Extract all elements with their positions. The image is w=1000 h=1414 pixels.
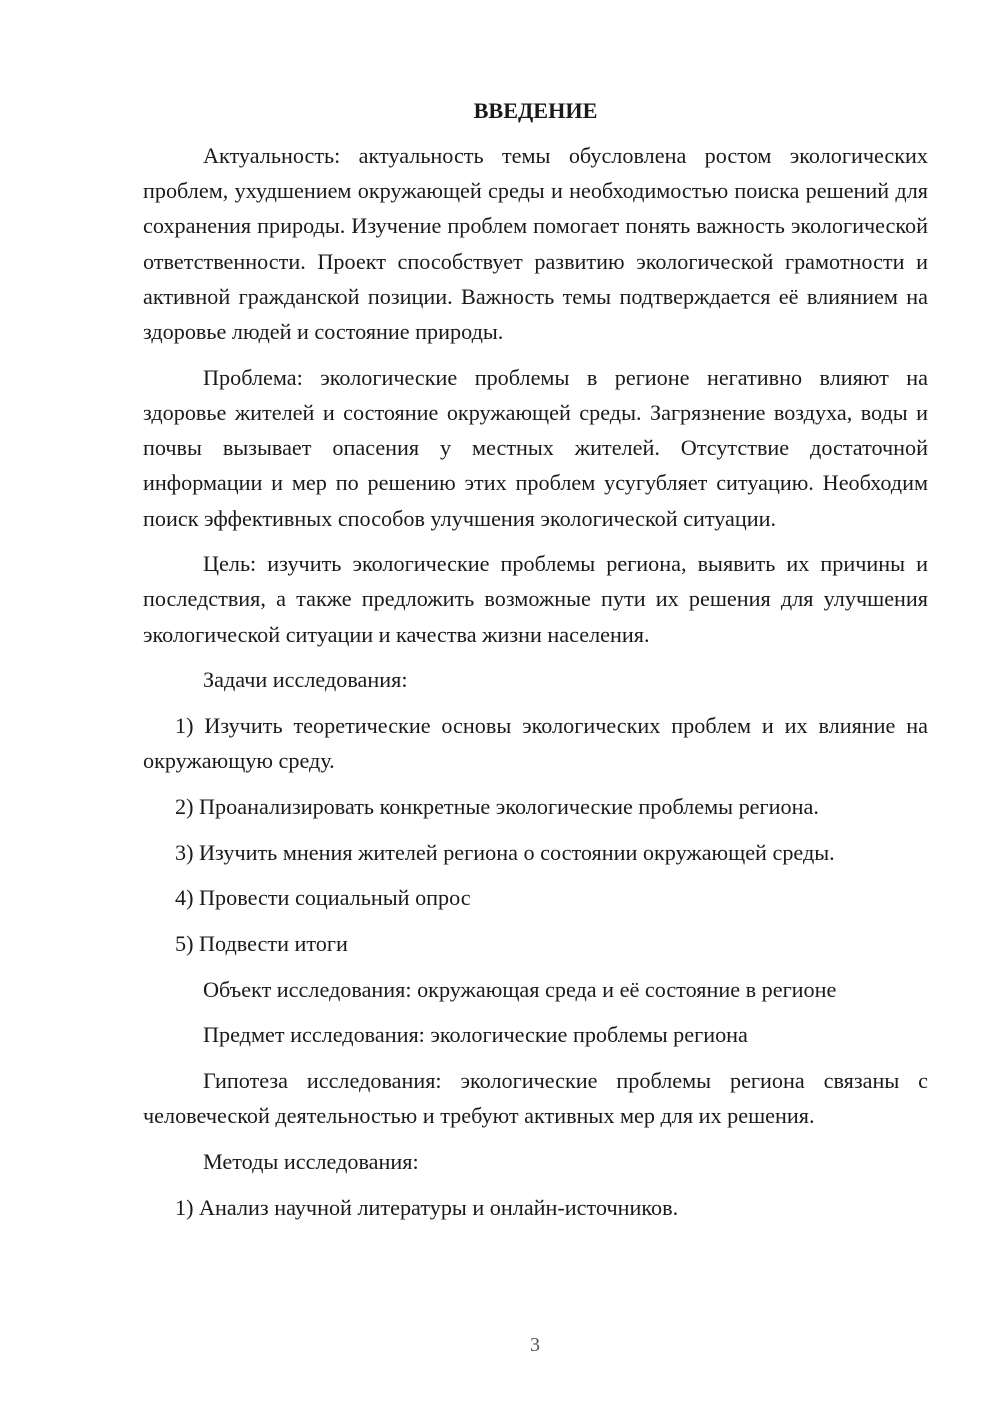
subject-paragraph: Предмет исследования: экологические проблемы региона (203, 1022, 748, 1048)
problem-paragraph: Проблема: экологические проблемы в регионе негативно влияют на здоровье жителей и состояние окружающей среды. Загрязнение воздуха, воды и почвы вызывает опасения у местных жителей. Отсутствие достаточной информации и мер по решению этих проблем усугубляет ситуацию. Необходим поиск эффективных способов улучшения экологической ситуации. (143, 364, 928, 531)
task-item: 3) Изучить мнения жителей региона о состоянии окружающей среды. (175, 839, 835, 865)
page-number: 3 (530, 1334, 540, 1356)
hypothesis-paragraph: Гипотеза исследования: экологические проблемы региона связаны с человеческой деятельностью и требуют активных мер для их решения. (143, 1068, 928, 1129)
task-item: 1) Изучить теоретические основы экологических проблем и их влияние на окружающую среду. (143, 713, 928, 774)
method-item: 1) Анализ научной литературы и онлайн-источников. (175, 1194, 679, 1220)
actuality-paragraph: Актуальность: актуальность темы обусловлена ростом экологических проблем, ухудшением окружающей среды и необходимостью поиска решений для сохранения природы. Изучение проблем помогает понять важность экологической ответственности. Проект способствует развитию экологической грамотности и активной гражданской позиции. Важность темы подтверждается её влиянием на здоровье людей и состояние природы. (143, 143, 928, 345)
goal-paragraph: Цель: изучить экологические проблемы региона, выявить их причины и последствия, а также предложить возможные пути их решения для улучшения экологической ситуации и качества жизни населения. (143, 551, 928, 647)
section-title: ВВЕДЕНИЕ (473, 98, 598, 123)
tasks-heading: Задачи исследования: (203, 667, 408, 693)
page-content (143, 93, 928, 1235)
methods-heading: Методы исследования: (203, 1149, 419, 1175)
object-paragraph: Объект исследования: окружающая среда и её состояние в регионе (203, 976, 837, 1002)
task-item: 2) Проанализировать конкретные экологические проблемы региона. (175, 793, 819, 819)
task-item: 4) Провести социальный опрос (175, 885, 471, 911)
task-item: 5) Подвести итоги (175, 931, 348, 957)
